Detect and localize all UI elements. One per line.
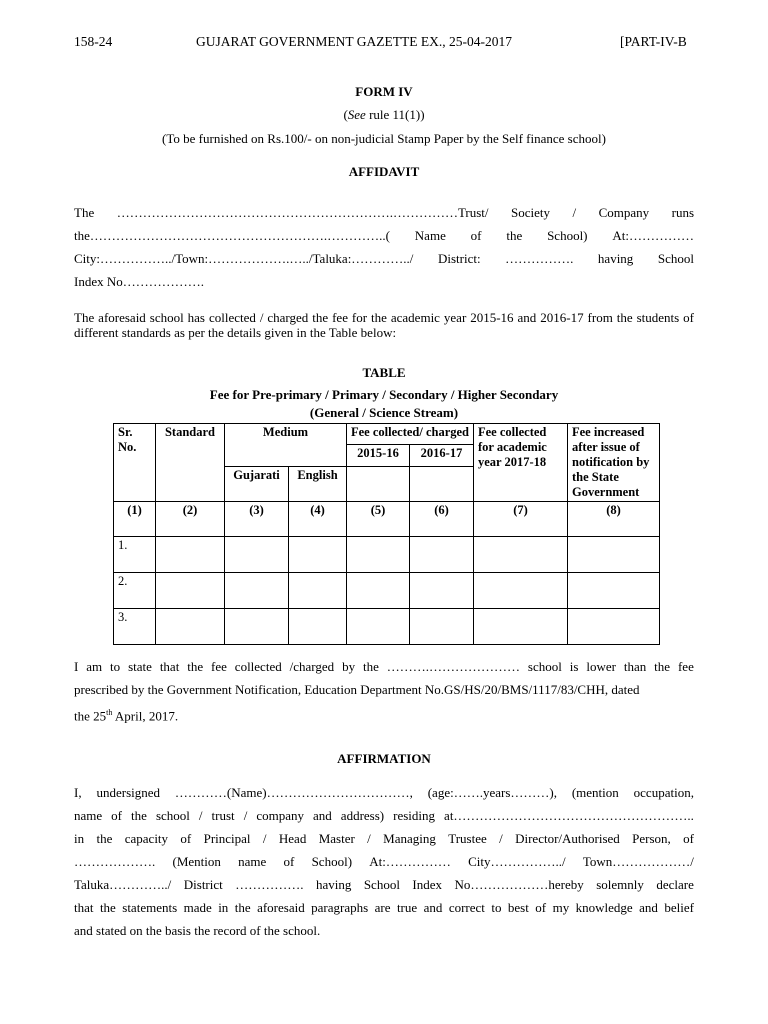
table-row [114,573,660,609]
affirmation-line-2: name of the school / trust / company and address) residing at……………………………………………….. [74,808,694,823]
statement-line-2: prescribed by the Government Notification, Education Department No.GS/HS/20/BMS/1117/83/CHH, dated [74,682,640,697]
header-english: English [289,466,347,501]
intro-paragraph [74,201,694,293]
col-number: (8) [568,502,660,537]
affidavit-heading: AFFIDAVIT [348,164,420,179]
header-fee-collected: Fee collected/ charged [347,424,474,445]
row-number: 3. [114,609,156,645]
table-subheading: Fee for Pre-primary / Primary / Secondary / Higher Secondary [209,387,559,402]
header-fee-increased: Fee increased after issue of notification by the State Government [568,424,660,502]
affirmation-line-5: Taluka…………../ District ……………. having School Index No………………hereby solemnly declare [74,877,694,892]
statement-line-1: I am to state that the fee collected /charged by the ……….………………… school is lower than the fee [74,659,694,674]
column-number-row [114,502,660,537]
affirmation-paragraph [74,781,694,942]
table-row [114,609,660,645]
col-number: (1) [114,502,156,537]
row-number: 2. [114,573,156,609]
form-title: FORM IV [355,84,413,99]
header-gujarati: Gujarati [225,466,289,501]
see-rest: rule 11(1)) [365,107,425,122]
statement-paragraph [74,655,694,724]
statement-line-3: the 25th April, 2017. [74,708,179,724]
affirmation-line-3: in the capacity of Principal / Head Master / Managing Trustee / Director/Authorised Person, of [74,831,694,846]
table-row [114,537,660,573]
col-number: (2) [156,502,225,537]
row-number: 1. [114,537,156,573]
see-rule [0,107,768,123]
intro-line-4: Index No………………. [74,274,204,289]
table-heading: TABLE [362,365,406,380]
part-label: [PART-IV-B [620,34,687,49]
header-2015-16: 2015-16 [347,445,410,466]
col-number: (4) [289,502,347,537]
intro-line-2: the……………………………………………….…………..( Name of the School) At:…………… [74,228,694,243]
affirmation-line-1: I, undersigned …………(Name)……………………………, (age:…….years………), (mention occupation, [74,785,694,800]
header-2016-17: 2016-17 [410,445,474,466]
see-word: See [347,107,366,122]
affirmation-line-4: ………………. (Mention name of School) At:…………… City……………../ Town………………/ [74,854,694,869]
col-number: (3) [225,502,289,537]
page-number: 158-24 [74,34,113,49]
affirmation-heading: AFFIRMATION [337,751,431,766]
col-number: (5) [347,502,410,537]
see-open: ( [343,107,348,122]
affirmation-line-7: and stated on the basis the record of the school. [74,923,321,938]
affirmation-line-6: that the statements made in the aforesaid paragraphs are true and correct to best of my knowledge and belief [74,900,694,915]
table-stream: (General / Science Stream) [309,405,459,420]
fee-statement: The aforesaid school has collected / charged the fee for the academic year 2015-16 and 2016-17 from the students of different standards as per the details given in the Table below: [74,310,694,340]
gazette-title: GUJARAT GOVERNMENT GAZETTE EX., 25-04-2017 [196,34,512,49]
header-sr-no: Sr. No. [114,424,156,502]
stamp-note: (To be furnished on Rs.100/- on non-judicial Stamp Paper by the Self finance school) [162,131,606,146]
header-standard: Standard [156,424,225,502]
col-number: (7) [474,502,568,537]
col-number: (6) [410,502,474,537]
intro-line-3: City:……………../Town:……………….…../Taluka:…………../ District: ……………. having School [74,251,694,266]
intro-line-1: The ……………………………………………………….……………Trust/ Society / Company runs [74,205,694,220]
header-medium: Medium [225,424,347,467]
fee-table [113,423,660,645]
header-fee-2017-18: Fee collected for academic year 2017-18 [474,424,568,502]
